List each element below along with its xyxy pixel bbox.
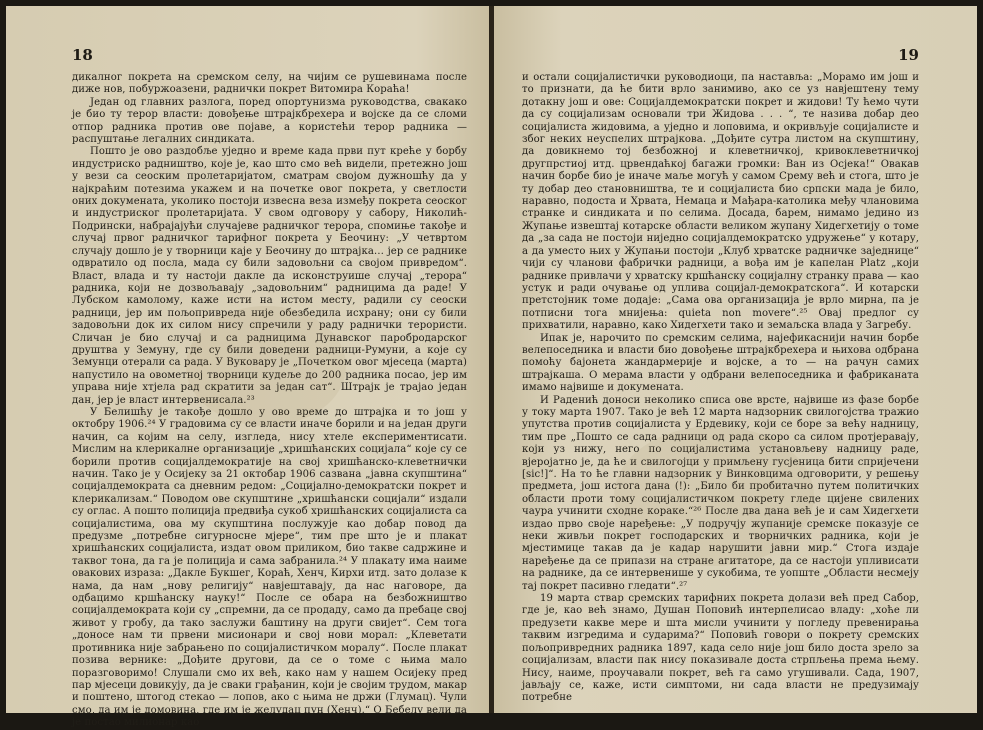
page-body-text <box>522 72 919 705</box>
paragraph: 19 марта ствар сремских тарифних покрета долази већ пред Сабор, где је, као већ знамо, Душан Поповић интерпелисао владу: „хоће ли предузети какве мере и шта мисли учинити у погледу превенирања таквим изгредима и сударима?“ Поповић говори о покрету сремских пољопривредних радника 1897, када село није још било доста зрело за социјализам, власти пак нису показивале доста стрпљења према њему. Нису, наиме, проучавали покрет, већ га само угушивали. Сада, 1907, јављају се, каже, исти симптоми, ни сада власти не предузимају потребне <box>522 593 919 704</box>
paragraph: и остали социјалистички руководиоци, па наставља: „Морамо им још и то признати, да ће бити врло занимиво, ако се уз навјештену тему дотакну још и ове: Социјалдемократски покрет и жидови! Ту ћемо чути да су социјализам основали три Жидова . . . “, те назива добар део социјалиста жидовима, а уједно и лоповима, и окривљује социјалисте и због неких неуспелих штрајкова. „Дођите сутра листом на скупштину, да довикнемо тој безбожној и клеветничкој, кривоклеветничкој другпрстиој итд. црвендаћкој багажи громки: Ван из Осјека!“ Овакав начин борбе био је иначе маље могућ у самом Срему већ и стога, што је ту добар део становништва, те и социјалиста био српски мада је било, наравно, подоста и Хрвата, Немаца и Мађара-католика међу члановима странке и синдиката и по селима. Досада, барем, нимамо једино из Жупање извештај котарске области великом жупану Хидегхетију о томе да „за сада не постоји ниједно социјалдемократско удружење“ у котару, а да уместо њих у Жупањи постоји „Клуб хрватске радничке заједнице“ чији су чланови фабрички радници, а вођа им је капелан Platz „који раднике привлачи у хрватску кршћанску социјалну странку права — као устук и ради очување од уплива социјал-демократскога“. И котарски претстојник томе додаје: „Сама ова организација је врло мирна, па је потписни тога мнијења: quieta non movere“.²⁵ Овај предлог су прихватили, наравно, како Хидегхети тако и земаљска влада у Загребу. <box>522 72 919 332</box>
right-page <box>494 6 977 713</box>
left-page <box>6 6 489 729</box>
paper-stain <box>186 306 346 426</box>
paragraph: Један од главних разлога, поред опортунизма руководства, свакако је био ту терор власти: довођење штрајкбрехера и војске да се сломи отпор радника против ове појаве, а користећи терор радника — распуштање легалних синдиката. <box>72 96 467 146</box>
paragraph: дикалног покрета на сремском селу, на чијим се рушевинама после диже нов, побуржоазени, раднички покрет Витомира Кораћа! <box>72 72 467 96</box>
page-number: 19 <box>898 46 919 64</box>
paragraph: И Раденић доноси неколико списа ове врсте, највише из фазе борбе у току марта 1907. Тако је већ 12 марта надзорник свилогојства тражио упутства против социјалиста у Ердевику, који се боре за већу надницу, тим пре „Пошто се сада радници од рада скоро са силом протјеравају, који уз нижу, него по социјалистима установљеву надницу раде, вјеројатно је, да ће и свилогојци у примљену гусјеница бити спријечени [sic!]“. На то ће главни надзорник у Винковцима одговорити, у решењу предмета, још истога дана (!): „Било би пробитачно путем политичких области проти тому социјалистичком покрету гледе цијене свилених чаура учинити сходне кораке.“²⁶ После два дана већ је и сам Хидегхети издао прво своје наређење: „У подручју жупаније сремске показује се неки живљи покрет господарских и творничких радника, који је мјестимице такав да је кадар нарушити јавни мир.“ Стога издаје наређење да се припази на стране агитаторе, да се настоји упливисати на раднике, да се интервенише у сукобима, те уопште „Области несмеју тај покрет пасивно гледати“.²⁷ <box>522 394 919 592</box>
page-number: 18 <box>72 46 93 64</box>
paragraph: У Белишћу је такође дошло у ово време до штрајка и то још у октобру 1906.²⁴ У градовима су се власти иначе борили и на један други начин, са којим на селу, изгледа, нису хтеле експериментисати. Мислим на клерикалне организације „хришћанских социјала“ које су се борили против социјалдемократије на свој хришћанско-клеветнички начин. Тако је у Осијеку за 21 октобар 1906 сазвана „јавна скупштина“ социјалдемократа са дневним редом: „Социјално-демократски покрет и клерикализам.“ Поводом ове скупштине „хришћански социјали“ издали су оглас. А пошто полиција предвиђа сукоб хришћанских социјалиста са социјалистима, ова му скупштина послужује као добар повод да предузме „потребне сигурносне мјере“, тим пре што је и плакат хришћанских социјалиста, издат овом приликом, био такве садржине и таквог тона, да га је полиција и сама забранила.²⁴ У плакату има наиме овакових израза: „Дакле Букшег, Кораћ, Хенч, Кирхи итд. зато долазе к нама, да нам „нову религију“ навјештавају, да нас наговоре, да одбацимо кршћанску науку!“ После се обара на безбожништво социјалдемократа који су „спремни, да се продаду, само да пребаце свој живот у гробу, да тако заслужи баштину на други свијет“. Сем тога „доносе нам ти првени мисионари и свој нови морал: „Клеветати противника није забрањено по социјалистичком моралу“. После плакат позива вернике: „Дођите другови, да се о томе с њима мало поразговоримо! Слушали смо их већ, како нам у нашем Осијеку пред пар мјесеци довикују, да је сваки грађанин, који је својим трудом, макар и поштено, штогод стекао — лопов, ако с њима не држи (Глумац). Чули смо, да им је домовина, где им је желудац пун (Хенч).“ О Бебелу вели да је постао милионар као <box>72 406 467 729</box>
paper-stain <box>614 426 814 566</box>
paragraph: Ипак је, нарочито по сремским селима, најефикаснији начин борбе велепоседника и власти био довођење штрајкбрехера и њихова одбрана помоћу бајонета жандармерије и војске, а то — на рачун самих штрајкаша. О мерама власти у одбрани велепоседника и фабриканата имамо највише и докумената. <box>522 332 919 394</box>
paragraph: Пошто је ово раздобље уједно и време када први пут креће у борбу индустриско радништво, које је, као што смо већ видели, претежно још у вези са сеоским пролетаријатом, сматрам својом дужношћу да у најкраћим потезима укажем и на почетке овог покрета, у светлости оних докумената, уколико постоји извесна веза између покрета сеоског и индустриског пролетаријата. У свом одговору у сабору, Николић-Подрински, набрајајући случајеве радничког терора, спомиње такође и случај првог радничког тарифног покрета у Беочину: „У четвртом случају дошло је у творници каје у Беочину до штрајка… јер се раднике одвратило од посла, мада су били задовољни са својом привредом“. Власт, влада и ту настоји дакле да исконструише случај „терора“ радника, који не дозвољавају „задовољним“ радницима да раде! У Лубском камолому, каже исти на истом месту, радили су сеоски радници, јер им пољопривреда није обезбедила исхрану; они су били задовољни док их силом нису спречили у раду раднички терористи. Сличан је био случај и са радницима Дунавског паробродарског друштва у Земуну, где су били доведени радници-Румуни, а које су Земунци отерали са рада. У Вуковару је „Почетком овог мјесеца (марта) напустило на овометној творници кудеље до 200 радника посао, јер им управа није хтјела рад скратити за један сат“. Штрајк је трајао један дан, јер је власт интервенисала.²³ <box>72 146 467 406</box>
